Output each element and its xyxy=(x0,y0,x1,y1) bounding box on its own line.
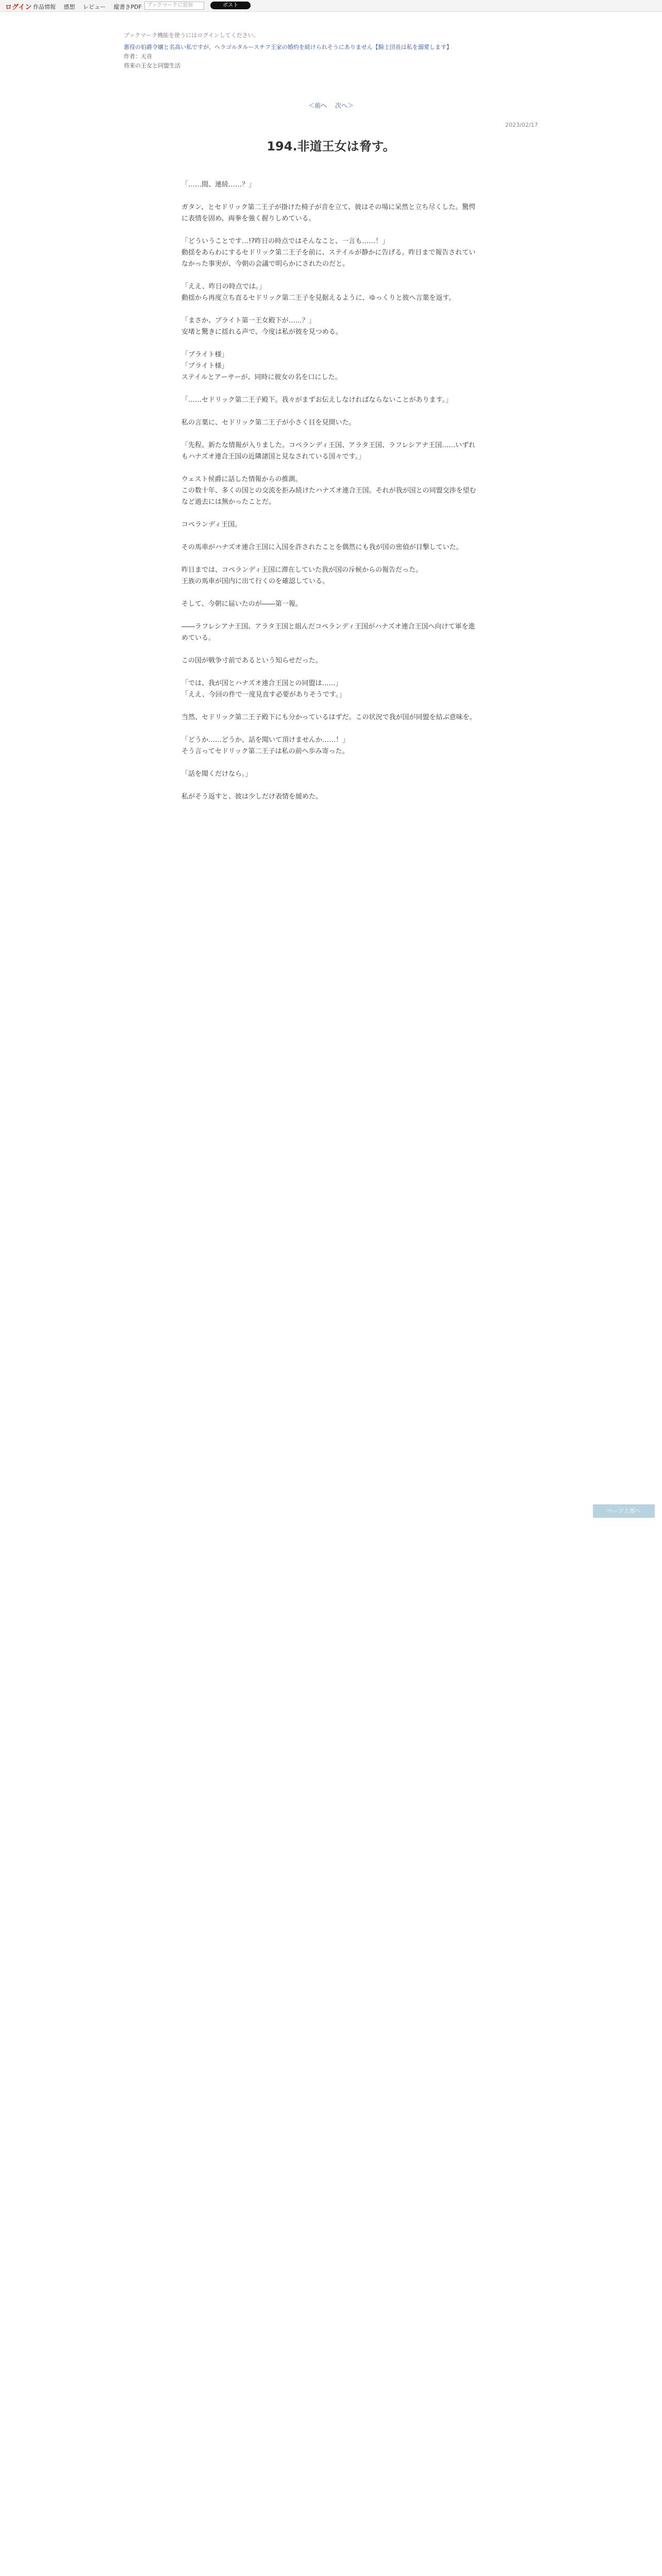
nav-item-impressions[interactable]: 感想 xyxy=(63,4,75,10)
prev-chapter-link[interactable]: ＜前へ xyxy=(308,102,327,109)
paragraph: ウェスト侯爵に話した情報からの推測。 この数十年、多くの国との交流を拒み続けたハナズオ連合王国。それが我が国との同盟交渉を望むなど過去には無かったことだ。 xyxy=(181,476,476,506)
paragraph: 当然、セドリック第二王子殿下にも分かっているはずだ。この状況で我が国が同盟を結ぶ意味を。 xyxy=(181,714,476,721)
paragraph: 私がそう返すと、彼は少しだけ表情を緩めた。 xyxy=(181,793,323,801)
paragraph: 「ブライト様」 「ブライト様」 ステイルとアーサーが、同時に彼女の名を口にした。 xyxy=(181,351,342,381)
chapter-navigation xyxy=(0,101,662,110)
paragraph: その馬車がハナズオ連合王国に入国を許されたことを偶然にも我が国の密偵が目撃していた。 xyxy=(181,544,463,551)
nav-item-review[interactable]: レビュー xyxy=(83,4,106,10)
paragraph: 「では、我が国とハナズオ連合王国との同盟は……」 「ええ、今回の件で一度見直す必要がありそうです。」 xyxy=(181,680,346,699)
login-notice: ブックマーク機能を使うにはログインしてください。 xyxy=(124,32,259,39)
paragraph: 私の言葉に、セドリック第二王子が小さく目を見開いた。 xyxy=(181,419,356,427)
paragraph: ガタン、とセドリック第二王子が掛けた椅子が音を立て、彼はその場に呆然と立ち尽くした。驚愕に表情を固め、両拳を強く握りしめている。 xyxy=(181,204,476,223)
paragraph: 「……間、連続……？」 xyxy=(181,181,256,189)
paragraph: 昨日までは、コペランディ王国に滞在していた我が国の斥候からの報告だった。 王族の馬車が国内に出て行くのを確認している。 xyxy=(181,566,422,585)
paragraph: 「まさか、ブライト第一王女殿下が……？」 安堵と驚きに揺れる声で、今度は私が彼を見つめる。 xyxy=(181,317,342,336)
x-post-button[interactable]: ポスト xyxy=(210,2,251,9)
bookmark-add-button[interactable]: ブックマークに追加 xyxy=(144,2,204,10)
paragraph: コペランディ王国。 xyxy=(181,521,241,529)
scroll-top-button[interactable]: ページ上部へ xyxy=(593,1504,655,1518)
author-info[interactable]: 作者：天音 xyxy=(124,53,152,60)
novel-header xyxy=(124,31,536,70)
paragraph: ――ラフレシアナ王国、アラタ王国と組んだコペランディ王国がハナズオ連合王国へ向けて軍を進めている。 xyxy=(181,623,475,642)
chapter-title: 194.非道王女は脅す。 xyxy=(267,139,395,154)
paragraph: 「どうか……どうか、話を聞いて頂けませんか……！」 そう言ってセドリック第二王子は私の前へ歩み寄った。 xyxy=(181,736,350,755)
series-title-link[interactable]: 悪役の伯爵令嬢と名高い私ですが、ヘラゴルタルースチフ王家の婚約を続けられそうにありません【騎士団長は私を溺愛します】 xyxy=(124,44,452,50)
chapter-group: 将来の王女と同盟生活 xyxy=(124,62,180,69)
nav-item-pdf[interactable]: 縦書きPDF xyxy=(113,4,142,10)
paragraph: 「話を聞くだけなら。」 xyxy=(181,770,252,778)
login-link[interactable]: ログイン xyxy=(5,4,32,11)
paragraph: 「どういうことです…!?昨日の時点ではそんなこと、一言も……！」 動揺をあらわにするセドリック第二王子を前に、ステイルが静かに告げる。昨日まで報告されていなかった事実が、今朝の会議で明らかにされたのだと。 xyxy=(181,238,476,268)
nav-item-info[interactable]: 作品情報 xyxy=(33,4,56,10)
top-nav xyxy=(33,3,148,11)
paragraph: 「……セドリック第二王子殿下。我々がまずお伝えしなければならないことがあります。」 xyxy=(181,396,452,404)
paragraph: 「先程、新たな情報が入りました。コペランディ王国、アラタ王国、ラフレシアナ王国……いずれもハナズオ連合王国の近隣諸国と見なされている国々です。」 xyxy=(181,442,475,461)
chapter-body xyxy=(181,179,481,814)
paragraph: そして、今朝に届いたのが――第一報。 xyxy=(181,600,302,608)
paragraph: この国が戦争寸前であるという知らせだった。 xyxy=(181,657,322,665)
post-date: 2023/02/17 xyxy=(505,122,538,128)
paragraph: 「ええ、昨日の時点では。」 動揺から再度立ち直るセドリック第二王子を見据えるように、ゆっくりと彼へ言葉を返す。 xyxy=(181,283,456,302)
next-chapter-link[interactable]: 次へ＞ xyxy=(335,102,354,109)
top-bar xyxy=(0,0,662,12)
